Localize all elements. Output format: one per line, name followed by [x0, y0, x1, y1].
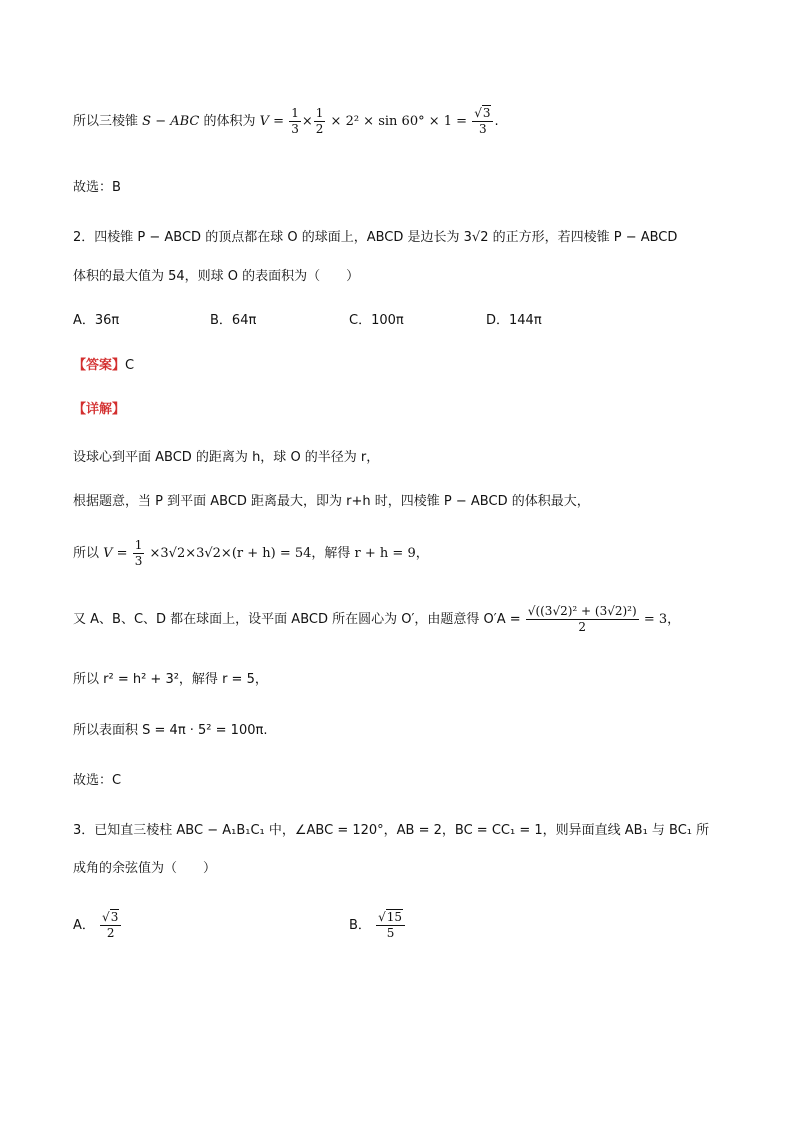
- text: 的体积为: [203, 114, 256, 129]
- denominator: 2: [106, 926, 115, 940]
- numerator: √15: [376, 910, 405, 926]
- volume-symbol: V =: [259, 114, 285, 129]
- detail-label-text: 【详解】: [73, 402, 126, 417]
- denominator: 2: [578, 620, 587, 634]
- answer-line: [73, 357, 134, 375]
- expression: ×3√2×3√2×(r + h) = 54，解得 r + h = 9，: [149, 546, 429, 561]
- denominator: 5: [386, 926, 395, 940]
- solution-step-5: 所以 r² = h² + 3²，解得 r = 5，: [73, 672, 268, 687]
- choose-line: 故选：B: [73, 180, 121, 195]
- question-3-line-1: 3．已知直三棱柱 ABC − A₁B₁C₁ 中，∠ABC = 120°，AB = 2，BC = CC₁ = 1，则异面直线 AB₁ 与 BC₁ 所: [73, 823, 710, 838]
- fraction: [133, 538, 145, 569]
- fraction: [376, 910, 405, 941]
- expression: = 3，: [643, 612, 681, 627]
- question-3-line-2: 成角的余弦值为（ ）: [73, 861, 217, 876]
- fraction: [314, 106, 326, 137]
- denominator: 3: [479, 122, 487, 136]
- solution-step-3: [73, 538, 429, 569]
- option-label: A．: [73, 918, 95, 933]
- option-d: D．144π: [486, 313, 542, 328]
- denominator: 3: [134, 554, 143, 568]
- fraction: [100, 910, 121, 941]
- numerator: 1: [291, 106, 299, 120]
- choose-line-2: 故选：C: [73, 773, 122, 788]
- text: 所以三棱锥: [73, 114, 139, 129]
- option-a-q3: [73, 910, 122, 941]
- text: .: [494, 114, 499, 129]
- volume-symbol: V =: [103, 546, 128, 561]
- option-c: C．100π: [349, 313, 404, 328]
- solution-step-2: 根据题意，当 P 到平面 ABCD 距离最大，即为 r+h 时，四棱锥 P − ABCD 的体积最大，: [73, 494, 590, 509]
- fraction: [526, 604, 639, 635]
- text: 所以: [73, 546, 100, 561]
- answer-value: C: [125, 358, 135, 373]
- question-2-line-2: 体积的最大值为 54，则球 O 的表面积为（ ）: [73, 269, 360, 284]
- option-b: B．64π: [210, 313, 257, 328]
- radicand: 3: [482, 106, 491, 120]
- solution-step-6: 所以表面积 S = 4π · 5² = 100π.: [73, 723, 268, 738]
- radicand: 3: [110, 910, 119, 924]
- numerator: √3: [100, 910, 121, 926]
- answer-label: 【答案】: [73, 358, 126, 373]
- expression: × 2² × sin 60° × 1 =: [330, 114, 468, 129]
- denominator: 3: [291, 122, 299, 136]
- solid-name: S − ABC: [142, 114, 200, 129]
- fraction: [472, 106, 493, 137]
- numerator: √((3√2)² + (3√2)²): [527, 604, 637, 618]
- fraction: [289, 106, 301, 137]
- question-2-line-1: 2．四棱锥 P − ABCD 的顶点都在球 O 的球面上，ABCD 是边长为 3√2 的正方形，若四棱锥 P − ABCD: [73, 230, 678, 245]
- detail-label: [73, 401, 125, 419]
- solution-step-1: 设球心到平面 ABCD 的距离为 h，球 O 的半径为 r，: [73, 450, 380, 465]
- option-a: A．36π: [73, 313, 120, 328]
- radicand: 15: [386, 910, 402, 924]
- volume-result-line: 所以三棱锥 S − ABC 的体积为 V = $\frac{1}{3}$ × $\frac{1}{2}$ × 2² × sin 60° × 1 = $\frac{√3}{3}$ .: [73, 106, 499, 136]
- solution-step-4: [73, 604, 680, 635]
- numerator: √3: [472, 106, 493, 122]
- text: 又 A、B、C、D 都在球面上，设平面 ABCD 所在圆心为 O′，由题意得 O′A =: [73, 612, 521, 627]
- denominator: 2: [315, 122, 324, 136]
- numerator: 1: [315, 106, 324, 120]
- numerator: 1: [134, 538, 143, 552]
- option-b-q3: [349, 910, 406, 941]
- option-label: B．: [349, 918, 371, 933]
